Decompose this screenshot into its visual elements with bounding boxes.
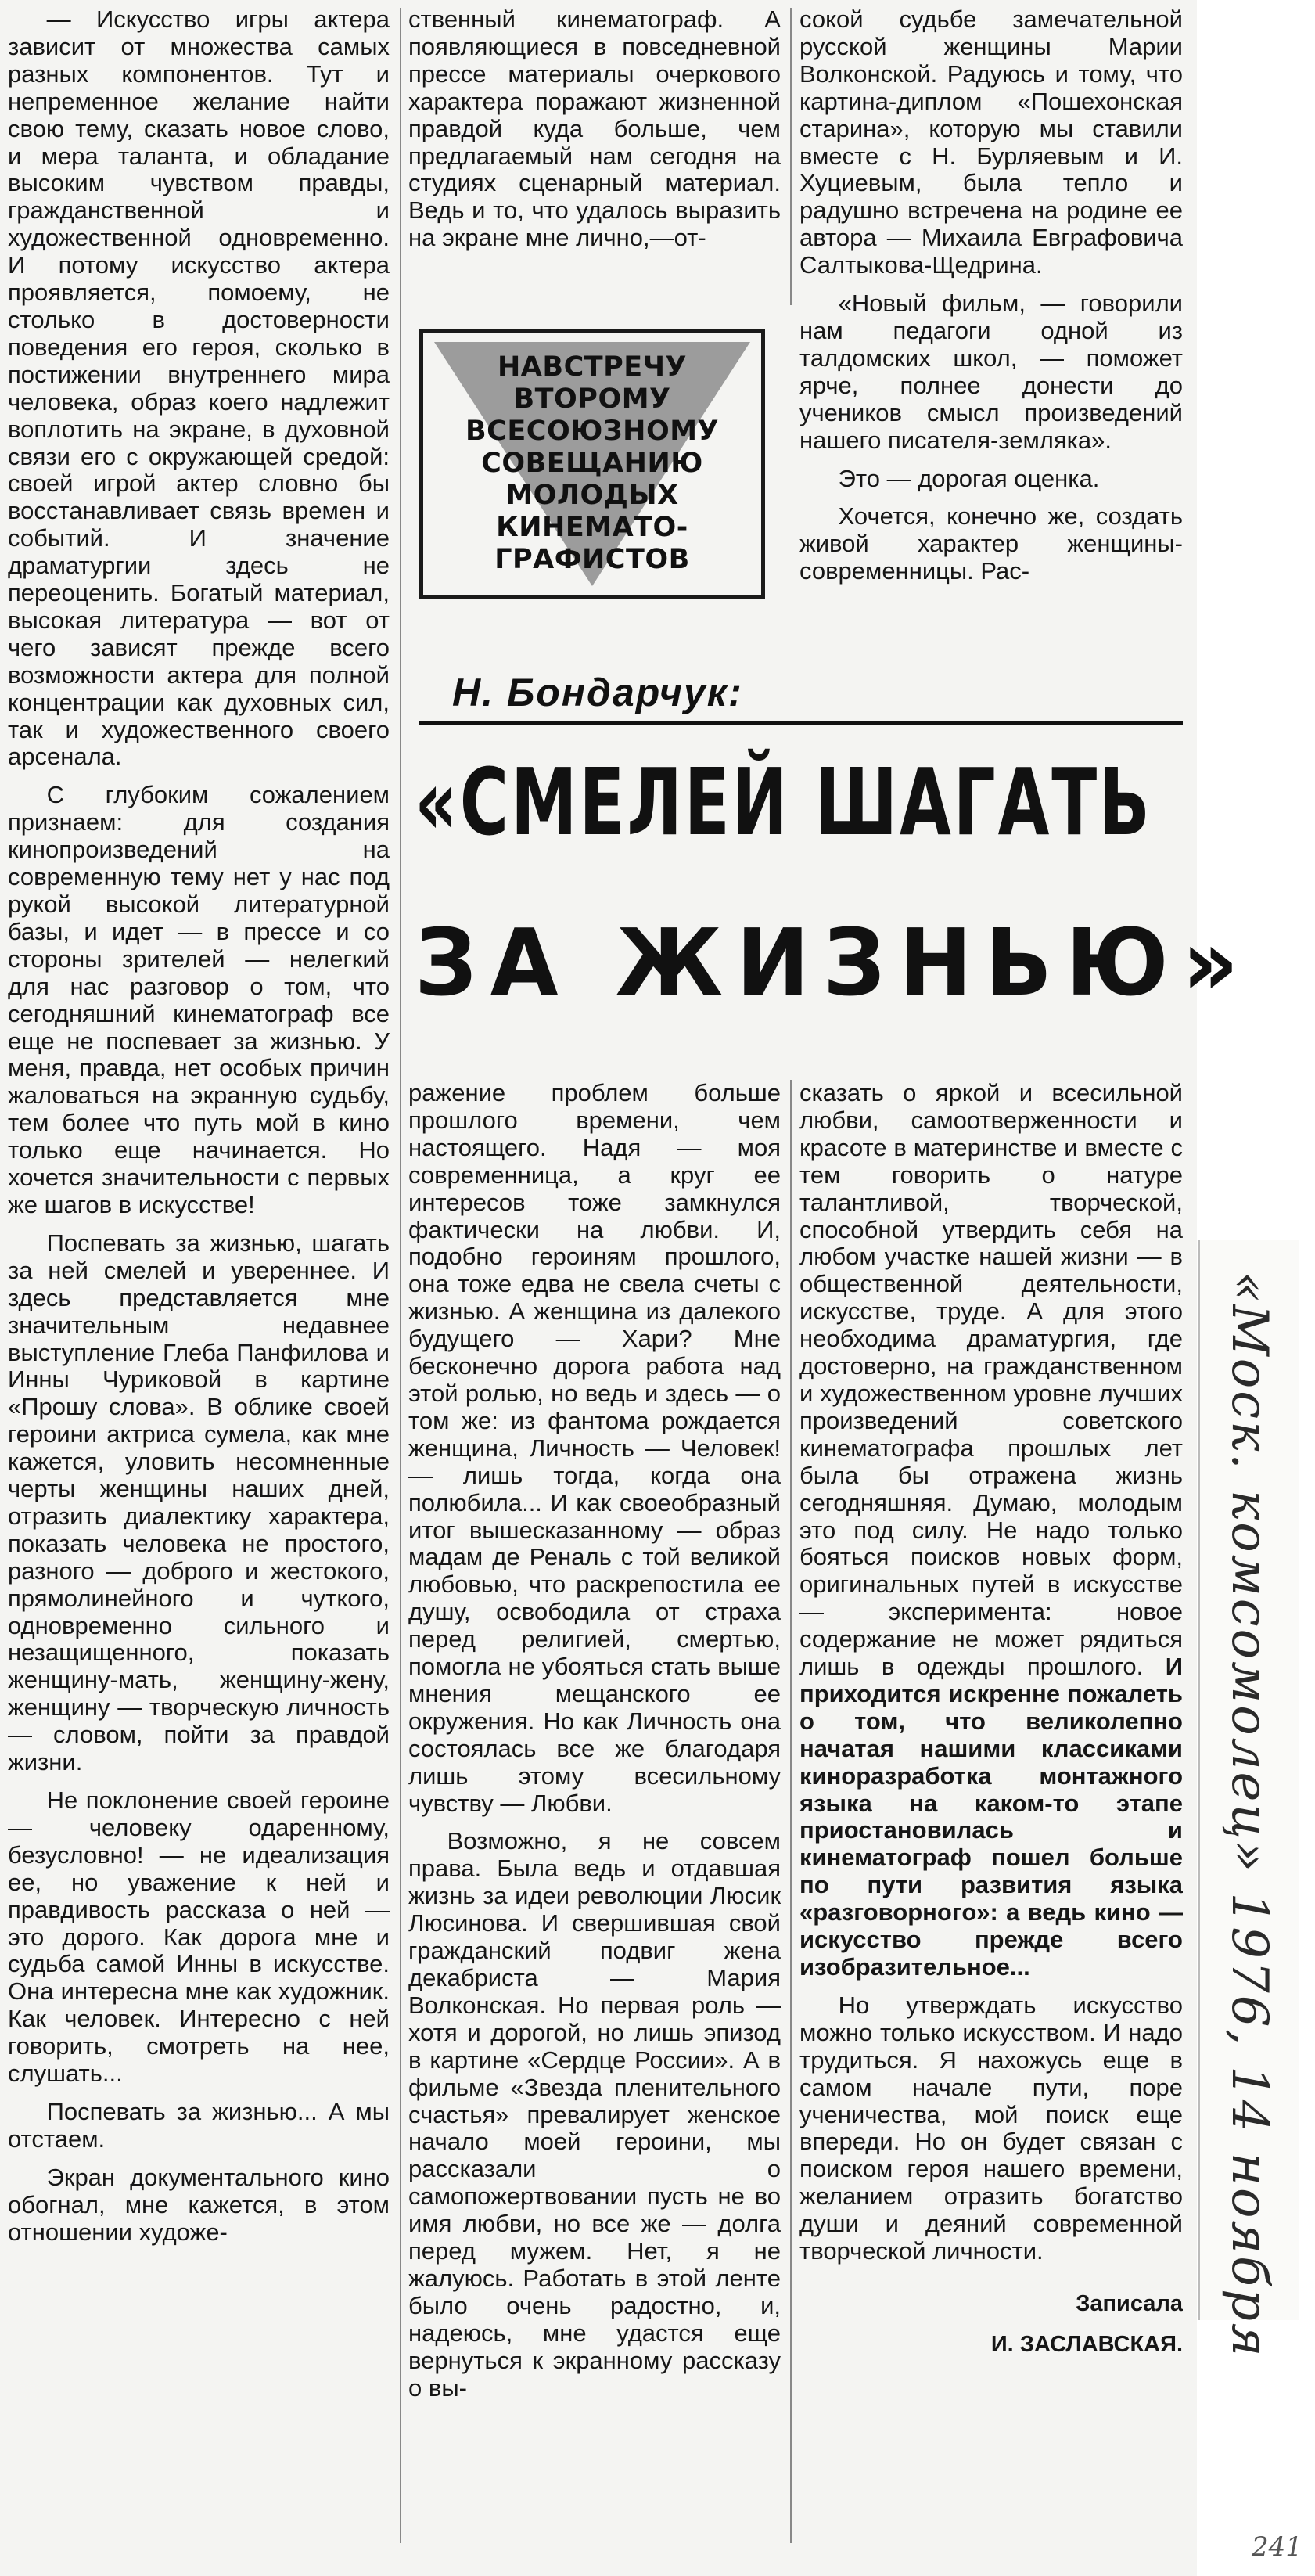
article-column-3-top bbox=[799, 6, 1183, 632]
paragraph: Возможно, я не совсем права. Была ведь и отдавшая жизнь за идеи революции Люсик Люсинова. И свершившая свой гражданский подвиг жена декабриста — Мария Волконская. Но первая роль — хотя и дорогой, но лишь эпизод в картине «Сердце России». А в фильме «Звезда пленительного счастья» превалирует женское начало моей героини, мы рассказали о самопожертвовании пусть не во имя любви, но все же — долга перед мужем. Нет, я не жалуюсь. Работать в этой ленте было очень радостно, и, надеюсь, мне удастся еще вернуться к экранному рассказу о вы- bbox=[408, 1827, 781, 2402]
paragraph: ственный кинематограф. А появляющиеся в повседневной прессе материалы очеркового характера поражают жизненной правдой куда больше, чем предлагаемый нам сегодня на студиях сценарный материал. Ведь и то, что удалось выразить на экране мне лично,—от- bbox=[408, 6, 781, 252]
headline-line-1: «СМЕЛЕЙ ШАГАТЬ bbox=[415, 748, 1152, 856]
paragraph: сокой судьбе замечательной русской женщины Марии Волконской. Радуюсь и тому, что картина-диплом «Пошехонская старина», которую мы ставили вместе с Н. Бурляевым и И. Хуциевым, была тепло и радушно встречена на родине ее автора — Михаила Евграфовича Салтыкова-Щедрина. bbox=[799, 6, 1183, 279]
article-column-2-top bbox=[408, 6, 781, 297]
page-number: 241 bbox=[1252, 2531, 1302, 2563]
author-rule bbox=[419, 721, 1183, 725]
handwritten-note: «Моск. комсомолец» 1976, 14 ноября bbox=[1220, 1272, 1278, 2359]
column-divider bbox=[790, 1080, 792, 2543]
paragraph: — Искусство игры актера зависит от множества самых разных компонентов. Тут и непременное желание найти свою тему, сказать новое слово, и мера таланта, и обладание высоким чувством правды, гражданственной и художественной одновременно. И потому искусство актера проявляется, помоему, не столько в достоверности поведения его героя, сколько в постижении внутреннего мира человека, образ коего надлежит воплотить на экране, в духовной связи его с окружающей средой: своей игрой актер словно бы восстанавливает связь времен и событий. И значение драматургии здесь не переоценить. Богатый материал, высокая литература — вот от чего зависят прежде всего возможности актера для полной концентрации как духовных сил, так и художественного своего арсенала. bbox=[8, 6, 390, 771]
paragraph: ражение проблем больше прошлого времени, чем настоящего. Надя — моя современница, а круг ее интересов тоже замкнулся фактически на любви. И, подобно героиням прошлого, она тоже едва не свела счеты с жизнью. А женщина из далекого будущего — Хари? Мне бесконечно дорога работа над этой ролью, но ведь и здесь — о том же: из фантома рождается женщина, Личность — Человек! — лишь тогда, когда она полюбила... И как своеобразный итог вышесказанному — образ мадам де Реналь с той великой любовью, что раскрепостила ее душу, освободила от страха перед религией, смертью, помогла не убояться стать выше мнения мещанского ее окружения. Но как Личность она состоялась все же благодаря лишь этому всесильному чувству — Любви. bbox=[408, 1080, 781, 1817]
column-divider bbox=[790, 8, 792, 305]
paragraph: Экран документального кино обогнал, мне кажется, в этом отношении художе- bbox=[8, 2163, 390, 2246]
bold-paragraph: И приходится искренне пожалеть о том, что великолепно начатая нашими классиками киноразработка монтажного языка на каком-то этапе приостановилась и кинематограф пошел больше по пути развития языка «разговорного»: а ведь кино — искусство прежде всего изобразительное... bbox=[799, 1653, 1183, 1981]
signature-label: Записала bbox=[1076, 2290, 1183, 2316]
paragraph: Поспевать за жизнью, шагать за ней смелей и увереннее. И здесь представляется мне значительным недавнее выступление Глеба Панфилова и Инны Чуриковой в картине «Прошу слова». В облике своей героини актриса сумела, как мне кажется, уловить несомненные черты женщины наших дней, отразить диалектику характера, показать человека не простого, разного — доброго и жестокого, прямолинейного и чуткого, одновременно сильного и незащищенного, показать женщину-мать, женщину-жену, женщину — творческую личность — словом, пойти за правдой жизни. bbox=[8, 1229, 390, 1776]
author-name: Н. Бондарчук: bbox=[452, 671, 743, 714]
paragraph: С глубоким сожалением признаем: для создания кинопроизведений на современную тему нет у нас под рукой высокой литературной базы, и идет — в прессе и со стороны зрителей — нелегкий для нас разговор о том, что сегодняшний кинематограф все еще не поспевает за жизнью. У меня, правда, нет особых причин жаловаться на экранную судьбу, тем более что путь мой в кино только еще начинается. Но хочется значительности с первых же шагов в искусстве! bbox=[8, 781, 390, 1218]
paragraph: Поспевать за жизнью... А мы отстаем. bbox=[8, 2097, 390, 2153]
paragraph: Хочется, конечно же, создать живой характер женщины-современницы. Рас- bbox=[799, 502, 1183, 585]
article-column-1 bbox=[8, 6, 390, 2542]
paragraph: сказать о яркой и всесильной любви, самоотверженности и красоте в материнстве и вместе с тем говорить о натуре талантливой, творческой, способной утвердить себя на любом участке нашей жизни — в общественной деятельности, искусстве, труде. А для этого необходима драматургия, где достоверно, на гражданственном и художественном уровне лучших произведений советского кинематографа прошлых лет была бы отражена жизнь сегодняшняя. Думаю, молодым это под силу. Не надо только бояться поисков новых форм, оригинальных путей в искусстве — эксперимента: новое содержание не может рядиться лишь в одежды прошлого. bbox=[799, 1080, 1183, 1681]
paragraph: «Новый фильм, — говорили нам педагоги одной из талдомских школ, — поможет ярче, полнее донести до учеников смысл произведений нашего писателя-земляка». bbox=[799, 290, 1183, 454]
article-column-2-bottom bbox=[408, 1080, 781, 2551]
column-divider bbox=[400, 8, 401, 2543]
paragraph: Это — дорогая оценка. bbox=[838, 464, 1100, 492]
paragraph: Не поклонение своей героине — человеку одаренному, безусловно! — не идеализация ее, но уважение к ней и правдивость рассказа о ней — это дорого. Как дорога мне и судьба самой Инны в искусстве. Она интересна мне как художник. Как человек. Интересно с ней говорить, смотреть на нее, слушать... bbox=[8, 1786, 390, 2088]
article-column-3-bottom bbox=[799, 1080, 1183, 2551]
paragraph: Но утверждать искусство можно только искусством. И надо трудиться. Я нахожусь еще в самом начале пути, поре ученичества, мой поиск еще впереди. Но он будет связан с поиском героя нашего времени, желанием отразить богатство души и деяний современной творческой личности. bbox=[799, 1991, 1183, 2265]
signature-name: И. ЗАСЛАВСКАЯ. bbox=[990, 2331, 1183, 2357]
rubric-text: НАВСТРЕЧУ ВТОРОМУ ВСЕСОЮЗНОМУ СОВЕЩАНИЮ МОЛОДЫХ КИНЕМАТО- ГРАФИСТОВ bbox=[465, 351, 720, 575]
headline-line-2: ЗА ЖИЗНЬЮ» bbox=[415, 908, 1252, 1016]
rubric-banner bbox=[419, 329, 765, 599]
